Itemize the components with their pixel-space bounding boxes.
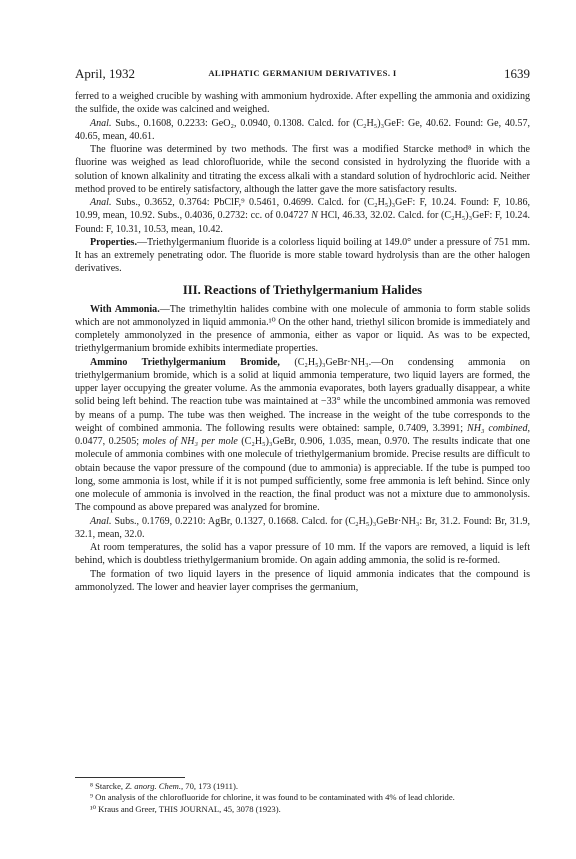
- analysis-bromine: [75, 515, 530, 542]
- footnotes: [75, 777, 530, 815]
- page-number: 1639: [504, 66, 530, 81]
- ammino-text: (C₂H₅)₃GeBr, 0.906, 1.035, mean, 0.970. The results indicate that one molecule of ammonia combines with one molecule of triethylgermanium bromide. Precise results are difficult to obtain because the vapor pressure of the compound (due to ammonia) is appreciable. If the tube is pumped too long, some ammonia is lost, while if it is not pumped sufficiently, some free ammonia is left behind. Since only one molecule of ammonia is involved in the reaction, the final product was not a mixture due to ammonolysis. The compound as above prepared was analyzed for bromine.: [75, 436, 530, 514]
- paragraph-vapor-pressure: At room temperatures, the solid has a vapor pressure of 10 mm. If the vapors are removed, a liquid is left behind, which is doubtless triethylgermanium bromide. On again adding ammonia, the solid is re-formed.: [75, 542, 530, 567]
- properties-heading: Properties.: [90, 236, 137, 248]
- anal-label: Anal.: [90, 117, 112, 129]
- ammino-text: —On condensing ammonia on triethylgermanium bromide, which is a solid at liquid ammonia temperature, two liquid layers are formed, the upper layer occupying the greater volume. As the ammonia evaporates, both layers gradually disappear, a white solid being left behind. The reaction tube was maintained at −33° while the uncombined ammonia was removed by means of a pump. The tube was then weighed. The increase in the weight of the tube corresponds to the weight of combined ammonia. The following results were obtained: sample, 0.7409, 3.3991;: [75, 356, 530, 434]
- paragraph-properties: [75, 236, 530, 276]
- analysis-fluorine: [75, 196, 530, 236]
- footnote-journal: Z. anorg. Chem.,: [125, 781, 184, 791]
- anal-label: Anal.: [90, 197, 112, 208]
- normality-symbol: N: [311, 210, 318, 222]
- analysis-text: HCl, 46.33, 32.02. Calcd. for (C₂H₅)₃GeF: F, 10.24. Found: F, 10.31, 10.53, mean, 10.42.: [75, 210, 530, 235]
- page-header: [75, 66, 530, 84]
- footnote-text: ⁸ Starcke,: [90, 781, 126, 791]
- footnote-8: [75, 781, 530, 792]
- body-text: [75, 90, 530, 594]
- analysis-text: Subs., 0.1608, 0.2233: GeO₂, 0.0940, 0.1308. Calcd. for (C₂H₅)₃GeF: Ge, 40.62. Found: Ge, 40.57, 40.65, mean, 40.61.: [75, 117, 530, 142]
- footnote-9: ⁹ On analysis of the chlorofluoride for chlorine, it was found to be contaminated with 4% of lead chloride.: [90, 792, 455, 803]
- properties-text: —Triethylgermanium fluoride is a colorless liquid boiling at 149.0° under a pressure of 751 mm. It has an extremely penetrating odor. The fluoride is more stable toward hydrolysis than are the other halogen derivatives.: [75, 236, 530, 275]
- ammonia-text: —The trimethyltin halides combine with one molecule of ammonia to form stable solids which are not ammonolyzed in liquid ammonia.¹⁰ On the other hand, triethyl silicon bromide is immediately and completely ammonolyzed in the presence of ammonia, either as vapor or liquid. As was to be expected, triethylgermanium bromide exhibits intermediate properties.: [75, 303, 530, 355]
- paragraph-with-ammonia: [75, 303, 530, 356]
- ammino-formula: (C₂H₅)₃GeBr·NH₃.: [279, 356, 372, 368]
- analysis-text: Subs., 0.1769, 0.2210: AgBr, 0.1327, 0.1668. Calcd. for (C₂H₅)₃GeBr·NH₃: Br, 31.2. Found: Br, 31.9, 32.1, mean, 32.0.: [75, 515, 530, 540]
- ammonia-heading: With Ammonia.: [90, 303, 160, 315]
- ammino-italic: NH₃ combined,: [467, 422, 530, 434]
- running-title: ALIPHATIC GERMANIUM DERIVATIVES. I: [208, 68, 397, 78]
- paragraph-continuation: ferred to a weighed crucible by washing with ammonium hydroxide. After expelling the ammonia and oxidizing the sulfide, the oxide was calcined and weighed.: [75, 91, 530, 116]
- ammino-italic: moles of NH₃ per mole: [142, 436, 238, 447]
- ammino-text: 0.0477, 0.2505;: [75, 436, 143, 447]
- analysis-germanium: [75, 117, 530, 144]
- section-title: III. Reactions of Triethylgermanium Halides: [182, 282, 423, 297]
- anal-label: Anal.: [90, 515, 112, 527]
- paragraph-two-layers: The formation of two liquid layers in the presence of liquid ammonia indicates that the compound is ammonolyzed. The lower and heavier layer comprises the germanium,: [75, 568, 530, 593]
- ammino-heading: Ammino Triethylgermanium Bromide,: [90, 356, 280, 368]
- header-date: April, 1932: [75, 66, 135, 81]
- paragraph-ammino-bromide: [75, 356, 530, 515]
- analysis-text: Subs., 0.3652, 0.3764: PbClF,⁹ 0.5461, 0.4699. Calcd. for (C₂H₅)₃GeF: F, 10.24. Found: F, 10.86, 10.99, mean, 10.92. Subs., 0.4036, 0.2732: cc. of 0.04727: [75, 197, 530, 222]
- footnote-10: ¹⁰ Kraus and Greer, THIS JOURNAL, 45, 3078 (1923).: [90, 803, 281, 814]
- paragraph-fluorine-methods: The fluorine was determined by two methods. The first was a modified Starcke method⁸ in which the fluorine was weighed as lead chlorofluoride, while the second consisted in hydrolyzing the fluoride with a solution of known alkalinity and titrating the excess alkali with a standard solution of hydrochloric acid. Neither method proved to be entirely satisfactory, although the latter gave the more satisfactory results.: [75, 144, 530, 195]
- footnote-rule: [75, 777, 185, 778]
- footnote-text: 70, 173 (1911).: [183, 781, 238, 791]
